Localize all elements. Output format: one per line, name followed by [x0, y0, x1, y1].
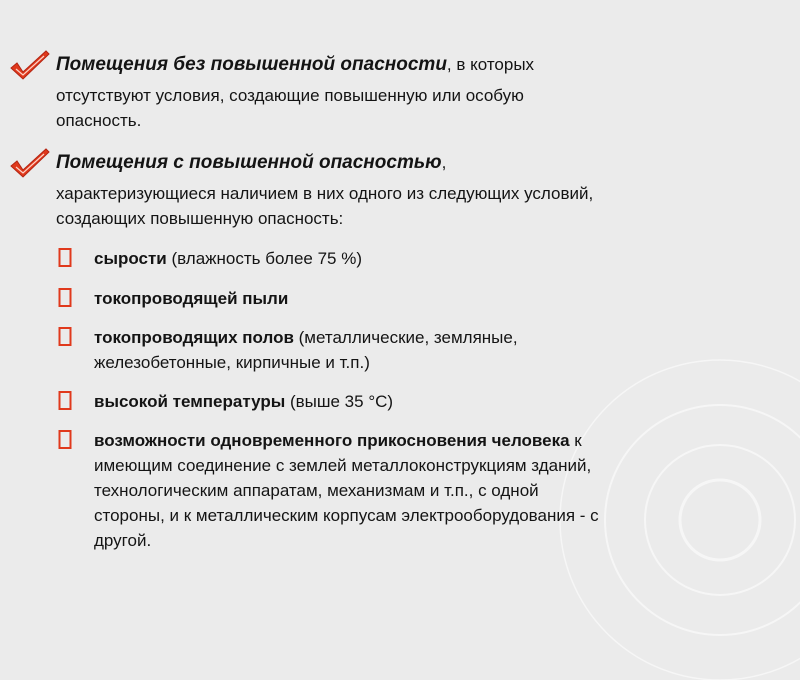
- condition-item-5-line-2: имеющим соединение с землей металлоконструкциям зданий,: [94, 456, 592, 475]
- condition-item-5-bold: возможности одновременного прикосновения человека: [94, 431, 570, 450]
- condition-item-3-line-2: железобетонные, кирпичные и т.п.): [94, 353, 370, 372]
- main-item-2-title: Помещения с повышенной опасностью: [56, 152, 442, 173]
- main-item-1-line-2: отсутствуют условия, создающие повышенную или особую: [56, 86, 524, 105]
- main-item-2-line-3: создающих повышенную опасность:: [56, 209, 344, 228]
- condition-item-1: [58, 246, 758, 271]
- missing-glyph-box-icon: [58, 326, 74, 348]
- missing-glyph-box-icon: [58, 390, 74, 412]
- condition-item-2: [58, 286, 758, 311]
- missing-glyph-box-icon: [58, 287, 74, 309]
- main-item-1-heading: [56, 52, 756, 77]
- missing-glyph-box-icon: [58, 247, 74, 269]
- condition-item-5-line-3: технологическим аппаратам, механизмам и т.п., с одной: [94, 481, 539, 500]
- main-item-1-title: Помещения без повышенной опасности: [56, 54, 447, 75]
- main-item-1-line-3: опасность.: [56, 111, 142, 130]
- main-item-2-heading: [56, 150, 756, 175]
- main-item-2-line-2: характеризующиеся наличием в них одного из следующих условий,: [56, 184, 594, 203]
- condition-item-2-bold: токопроводящей пыли: [94, 289, 289, 308]
- main-item-2: [56, 150, 756, 231]
- condition-item-4-rest: (выше 35 °С): [285, 392, 394, 411]
- condition-item-1-bold: сырости: [94, 249, 167, 268]
- condition-item-1-rest: (влажность более 75 %): [166, 249, 363, 268]
- condition-item-4-bold: высокой температуры: [94, 392, 286, 411]
- checkmark-icon: [8, 146, 52, 180]
- missing-glyph-box-icon: [58, 429, 74, 451]
- condition-list: [58, 246, 758, 553]
- main-item-1: [56, 52, 756, 133]
- checkmark-icon: [8, 48, 52, 82]
- condition-item-5: [58, 428, 758, 553]
- condition-item-5-line-4: стороны, и к металлическим корпусам электрооборудования - с: [94, 506, 599, 525]
- condition-item-4: [58, 389, 758, 414]
- condition-item-5-line-5: другой.: [94, 531, 152, 550]
- main-item-2-title-tail: ,: [441, 153, 447, 172]
- condition-item-5-rest: к: [569, 431, 582, 450]
- main-item-1-title-tail: , в которых: [446, 55, 535, 74]
- condition-item-3: [58, 325, 758, 375]
- condition-item-3-rest: (металлические, земляные,: [293, 328, 518, 347]
- condition-item-3-bold: токопроводящих полов: [94, 328, 294, 347]
